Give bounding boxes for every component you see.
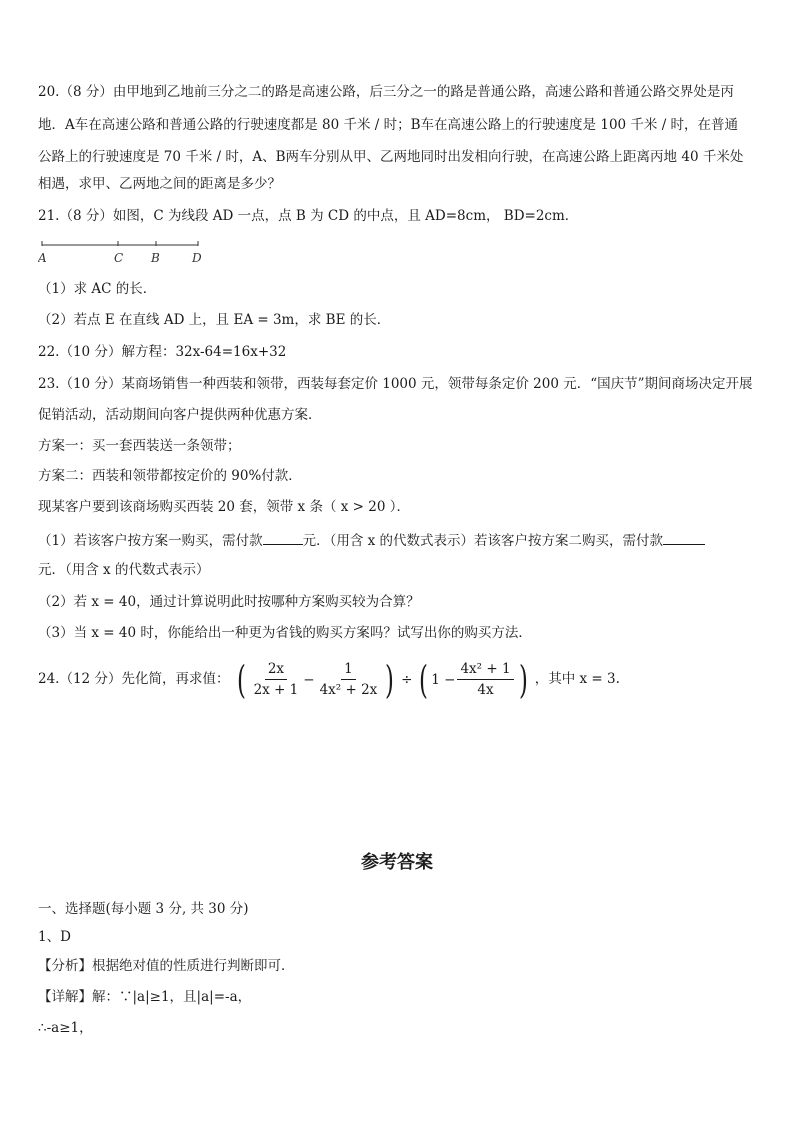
q23-line-3: 现某客户要到该商场购买西装 20 套，领带 x 条（ x > 20 ）． (38, 499, 410, 515)
fraction-3-numerator: 4x² + 1 (457, 661, 513, 680)
q23-part-3: （3）当 x = 40 时，你能给出一种更为省钱的购买方案吗？试写出你的购买方法． (38, 625, 532, 641)
right-paren-2: ) (518, 657, 528, 702)
q23-part-1 (38, 530, 758, 551)
q23-part-1-text-b: 元．（用含 x 的代数式表示）若该客户按方案二购买，需付款 (302, 533, 664, 549)
answers-title: 参考答案 (361, 852, 433, 873)
fraction-1-denominator: 2x + 1 (253, 682, 299, 698)
q20-line-2: 地．A车在高速公路和普通公路的行驶速度都是 80 千米 / 时；B车在高速公路上的行驶速度是 100 千米 / 时，在普通 (38, 117, 739, 133)
q23-part-1-text-a: （1）若该客户按方案一购买，需付款 (38, 533, 263, 549)
left-paren-1: ( (236, 657, 246, 702)
label-b: B (151, 251, 160, 265)
fraction-3-denominator: 4x (477, 682, 494, 698)
q20-line-4: 相遇，求甲、乙两地之间的距离是多少？ (38, 176, 281, 192)
answer-blank-plan-1 (263, 530, 303, 545)
answer-item-1: 1、D (38, 929, 71, 945)
q24-prefix: 24.（12 分）先化简，再求值： (38, 671, 230, 687)
q20-line-1: 20.（8 分）由甲地到乙地前三分之二的路是高速公路，后三分之一的路是普通公路，高速公路和普通公路交界处是丙 (38, 84, 734, 100)
right-paren-1: ) (385, 657, 395, 702)
fraction-2-denominator: 4x² + 2x (319, 682, 378, 698)
q23-line-1: 23.（10 分）某商场销售一种西装和领带，西装每套定价 1000 元，领带每条定价 200 元．“国庆节”期间商场决定开展 (38, 376, 753, 392)
answer-analysis: 【分析】根据绝对值的性质进行判断即可． (38, 958, 295, 974)
one-minus: 1 − (431, 671, 456, 688)
q20-line-3: 公路上的行驶速度是 70 千米 / 时，A、B两车分别从甲、乙两地同时出发相向行驶，在高速公路上距离丙地 40 千米处 (38, 149, 744, 165)
q23-part-2: （2）若 x = 40，通过计算说明此时按哪种方案购买较为合算？ (38, 594, 420, 610)
line-segment-figure (38, 238, 218, 268)
answers-section-heading: 一、选择题(每小题 3 分, 共 30 分) (38, 901, 249, 917)
q23-line-2: 促销活动，活动期间向客户提供两种优惠方案． (38, 407, 322, 423)
q21-part-2: （2）若点 E 在直线 AD 上，且 EA = 3m，求 BE 的长． (38, 312, 391, 328)
q23-part-1-cont: 元．（用含 x 的代数式表示） (38, 562, 210, 578)
answer-blank-plan-2 (663, 530, 705, 545)
left-paren-2: ( (419, 657, 429, 702)
q21-stem: 21.（8 分）如图，C 为线段 AD 一点，点 B 为 CD 的中点，且 AD=8cm， BD=2cm． (38, 208, 579, 224)
label-a: A (38, 251, 47, 265)
q22-text: 22.（10 分）解方程：32x-64=16x+32 (38, 344, 287, 360)
answer-conclusion: ∴-a≥1， (38, 1020, 93, 1036)
q24-line (38, 656, 758, 702)
q23-plan-2: 方案二：西装和领带都按定价的 90%付款． (38, 468, 302, 484)
fraction-2-numerator: 1 (341, 661, 356, 680)
q24-suffix: ，其中 x = 3. (534, 671, 620, 687)
q21-part-1: （1）求 AC 的长． (38, 281, 157, 297)
q24-expression (234, 657, 531, 703)
fraction-1 (251, 661, 302, 698)
divide-sign: ÷ (401, 671, 413, 688)
fraction-1-numerator: 2x (265, 661, 287, 680)
label-d: D (192, 251, 202, 265)
minus-sign: − (303, 671, 315, 688)
fraction-3 (457, 661, 513, 698)
fraction-2 (317, 661, 381, 698)
q23-plan-1: 方案一：买一套西装送一条领带； (38, 438, 241, 454)
answer-detail: 【详解】解：∵|a|≥1，且|a|=-a， (38, 989, 252, 1005)
label-c: C (114, 251, 124, 265)
